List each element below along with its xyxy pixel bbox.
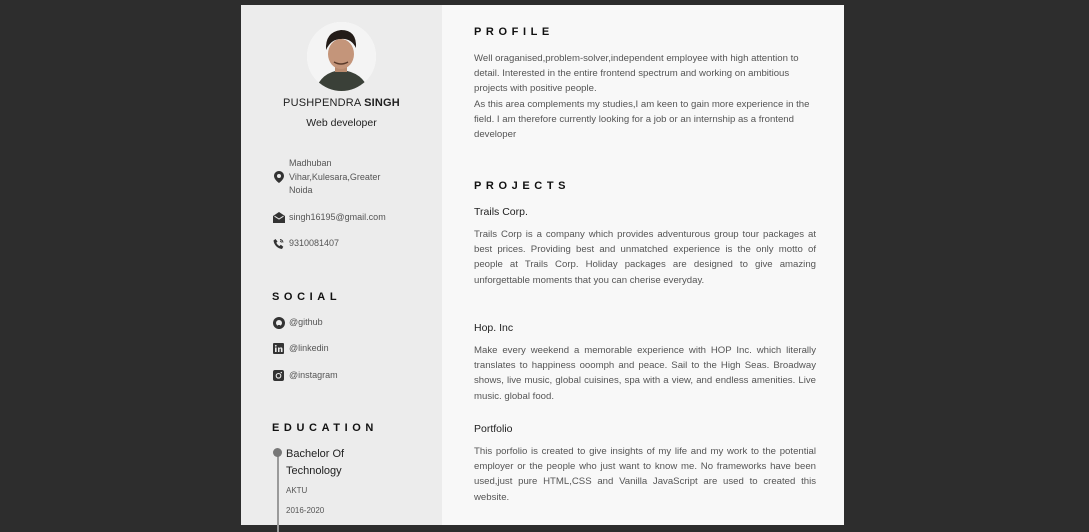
resume-page xyxy=(241,5,844,525)
profile-summary xyxy=(474,51,814,142)
github-label: @github xyxy=(289,317,323,327)
social-github[interactable] xyxy=(272,316,323,330)
main-content xyxy=(442,5,844,525)
phone-icon xyxy=(272,237,285,250)
project-name: Trails Corp. xyxy=(474,206,528,218)
project-description: Trails Corp is a company which provides adventurous group tour packages at best prices. Providing best and unmatched experience is the only motto of people at Trails Corp. Holiday packages are designed to give amazing unforgettable moments that you can cherise everyday. xyxy=(474,229,816,286)
project-description: Make every weekend a memorable experience with HOP Inc. which literally translates to happiness ooomph and peace. Sail to the High Seas. Broadway shows, live music, global cuisines, spa with a view, and endless amenities. Live music. global food. xyxy=(474,345,816,402)
social-instagram[interactable] xyxy=(272,369,338,383)
last-name: SINGH xyxy=(364,97,400,109)
profile-paragraph: Well oraganised,problem-solver,independent employee with high attention to detail. Interested in the entire frontend spectrum and working on ambitious projects with positive people. xyxy=(474,53,799,95)
profile-paragraph: As this area complements my studies,I am keen to gain more experience in the field. I am therefore currently looking for a job or an internship as a frontend developer xyxy=(474,98,810,141)
education-years: 2016-2020 xyxy=(286,506,325,515)
project-name: Hop. Inc xyxy=(474,322,514,334)
first-name: PUSHPENDRA xyxy=(283,97,361,109)
projects-title: PROJECTS xyxy=(474,180,571,192)
timeline-dot xyxy=(273,448,282,457)
instagram-icon xyxy=(272,369,285,382)
sidebar xyxy=(241,5,442,525)
address-line: Madhuban xyxy=(289,158,332,168)
profile-title: PROFILE xyxy=(474,26,554,38)
project-name: Portfolio xyxy=(474,423,513,435)
address-line: Noida xyxy=(289,185,313,195)
contact-address xyxy=(272,157,380,198)
contact-email[interactable] xyxy=(272,211,386,225)
address-line: Vihar,Kulesara,Greater xyxy=(289,171,381,182)
job-role: Web developer xyxy=(306,117,377,129)
linkedin-label: @linkedin xyxy=(289,343,329,353)
email-text: singh16195@gmail.com xyxy=(289,212,386,222)
instagram-label: @instagram xyxy=(289,370,338,380)
social-title: SOCIAL xyxy=(272,291,342,303)
mail-icon xyxy=(272,211,285,224)
full-name xyxy=(241,97,442,109)
project-description: This porfolio is created to give insights of my life and my work to the potential employer or the people who just want to know me. No frameworks have been used,just pure HTML,CSS and Vanilla JavaScript are used to created this website. xyxy=(474,446,816,503)
linkedin-icon xyxy=(272,342,285,355)
social-linkedin[interactable] xyxy=(272,342,329,356)
education-title: EDUCATION xyxy=(272,422,378,434)
map-pin-icon xyxy=(272,171,285,184)
github-icon xyxy=(272,316,285,329)
education-institute: AKTU xyxy=(286,486,308,495)
contact-phone[interactable] xyxy=(272,237,339,251)
education-degree: Bachelor Of Technology xyxy=(286,448,345,477)
phone-text: 9310081407 xyxy=(289,238,340,248)
avatar xyxy=(307,22,376,91)
timeline-line xyxy=(277,452,279,532)
